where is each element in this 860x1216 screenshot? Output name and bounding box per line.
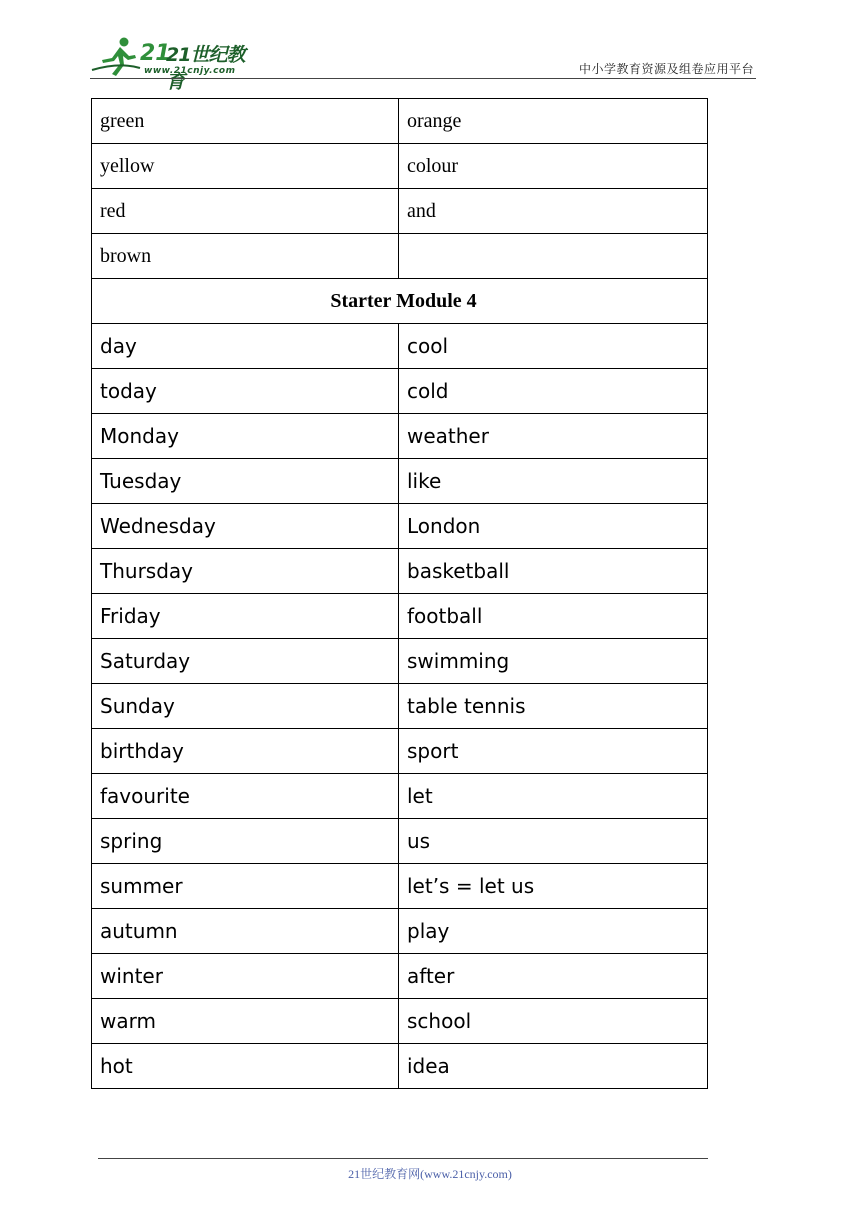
word-cell: cool [399, 324, 708, 369]
table-row [92, 864, 708, 909]
logo-brand-text: 21世纪教育 [166, 44, 245, 93]
word-cell: colour [399, 144, 708, 189]
word-cell: Friday [92, 594, 399, 639]
word-cell: cold [399, 369, 708, 414]
word-cell: Tuesday [92, 459, 399, 504]
word-cell: green [92, 99, 399, 144]
word-cell: football [399, 594, 708, 639]
word-cell: let’s = let us [399, 864, 708, 909]
table-row [92, 369, 708, 414]
table-row [92, 1044, 708, 1089]
page-header [90, 30, 756, 93]
table-row [92, 189, 708, 234]
word-cell: today [92, 369, 399, 414]
table-row [92, 639, 708, 684]
word-cell: birthday [92, 729, 399, 774]
word-cell: us [399, 819, 708, 864]
vocabulary-table [91, 98, 708, 1089]
table-row [92, 729, 708, 774]
header-divider [90, 78, 756, 79]
table-row [92, 774, 708, 819]
word-cell: sport [399, 729, 708, 774]
word-cell: day [92, 324, 399, 369]
table-row [92, 999, 708, 1044]
table-row [92, 324, 708, 369]
word-cell: Saturday [92, 639, 399, 684]
svg-text:21: 21 [140, 41, 171, 66]
table-row [92, 234, 708, 279]
word-cell: weather [399, 414, 708, 459]
word-cell: Wednesday [92, 504, 399, 549]
word-cell: yellow [92, 144, 399, 189]
table-row [92, 954, 708, 999]
module-header-row [92, 279, 708, 324]
table-row [92, 459, 708, 504]
table-row [92, 504, 708, 549]
word-cell [399, 234, 708, 279]
site-logo [90, 34, 260, 93]
word-cell: brown [92, 234, 399, 279]
footer-divider [98, 1158, 708, 1159]
table-row [92, 144, 708, 189]
logo-url-text: www.21cnjy.com [144, 66, 236, 76]
word-cell: swimming [399, 639, 708, 684]
word-cell: and [399, 189, 708, 234]
word-cell: Thursday [92, 549, 399, 594]
word-cell: red [92, 189, 399, 234]
word-cell: let [399, 774, 708, 819]
word-cell: spring [92, 819, 399, 864]
word-cell: orange [399, 99, 708, 144]
word-cell: Sunday [92, 684, 399, 729]
table-row [92, 819, 708, 864]
word-cell: summer [92, 864, 399, 909]
word-cell: autumn [92, 909, 399, 954]
word-cell: play [399, 909, 708, 954]
table-row [92, 99, 708, 144]
word-cell: hot [92, 1044, 399, 1089]
word-cell: table tennis [399, 684, 708, 729]
word-cell: Monday [92, 414, 399, 459]
word-cell: winter [92, 954, 399, 999]
word-cell: after [399, 954, 708, 999]
table-row [92, 909, 708, 954]
word-cell: favourite [92, 774, 399, 819]
word-cell: school [399, 999, 708, 1044]
word-cell: warm [92, 999, 399, 1044]
table-row [92, 549, 708, 594]
word-cell: idea [399, 1044, 708, 1089]
word-cell: basketball [399, 549, 708, 594]
table-row [92, 684, 708, 729]
footer-link[interactable]: 21世纪教育网(www.21cnjy.com) [348, 1167, 512, 1181]
table-row [92, 414, 708, 459]
platform-tagline: 中小学教育资源及组卷应用平台 [578, 62, 754, 76]
module-title: Starter Module 4 [92, 279, 708, 324]
word-cell: London [399, 504, 708, 549]
word-cell: like [399, 459, 708, 504]
table-row [92, 594, 708, 639]
